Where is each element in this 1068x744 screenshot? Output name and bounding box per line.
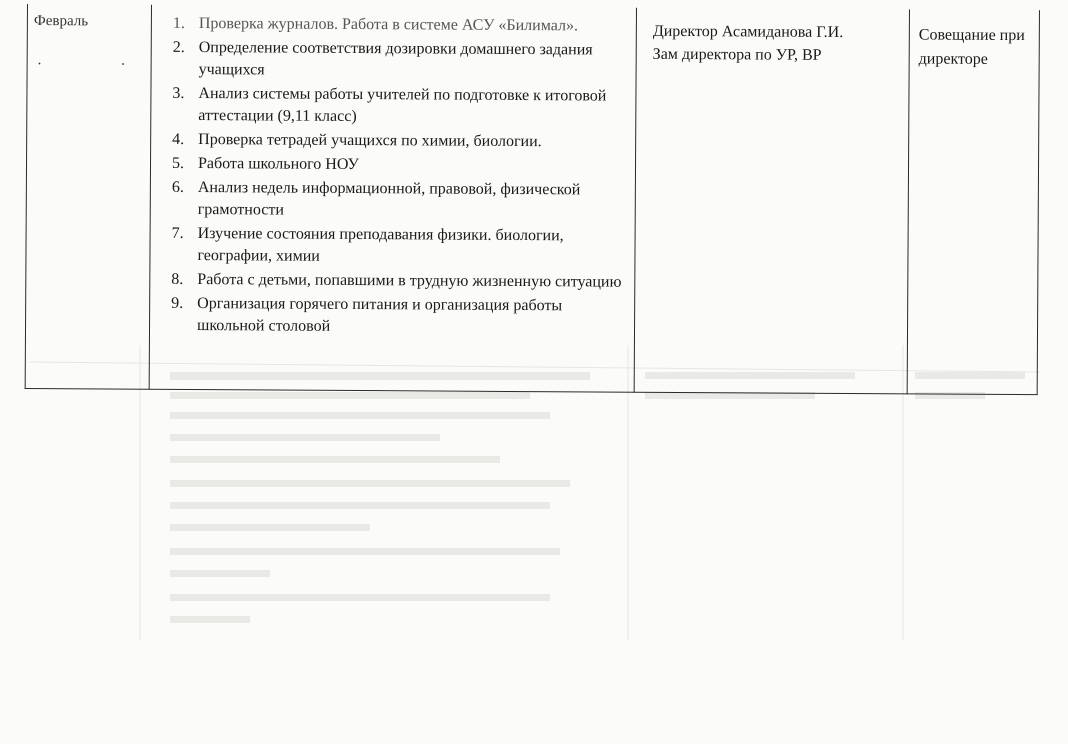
list-item: 8. Работа с детьми, попавшими в трудную жизненную ситуацию — [171, 270, 622, 291]
list-item: 6. Анализ недель информационной, правовой, физической грамотности — [171, 178, 581, 219]
list-item: 2. Определение соответствия дозировки домашнего задания учащихся — [172, 38, 593, 79]
list-item: 1. Проверка журналов. Работа в системе АСУ «Билимал». — [172, 14, 579, 35]
list-item: 9. Организация горячего питания и организация работы школьной столовой — [171, 294, 563, 335]
month-cell — [28, 4, 151, 33]
activities-cell — [151, 5, 637, 342]
responsible-line: Зам директора по УР, ВР — [652, 45, 822, 64]
margin-dots: . . — [37, 52, 163, 69]
list-item: 5. Работа школьного НОУ — [171, 154, 359, 174]
form-cell — [911, 9, 1039, 72]
list-item: 3. Анализ системы работы учителей по подготовке к итоговой аттестации (9,11 класс) — [172, 84, 607, 126]
list-item: 4. Проверка тетрадей учащихся по химии, биологии. — [172, 130, 542, 151]
activity-list — [163, 13, 629, 340]
responsible-cell — [638, 8, 910, 68]
responsible-line: Директор Асамиданова Г.И. — [652, 22, 844, 41]
month-label: Февраль — [33, 13, 89, 30]
plan-table — [25, 4, 1040, 395]
form-label: Совещание при директоре — [918, 26, 1025, 68]
list-item: 7. Изучение состояния преподавания физики. биологии, географии, химии — [171, 224, 564, 265]
